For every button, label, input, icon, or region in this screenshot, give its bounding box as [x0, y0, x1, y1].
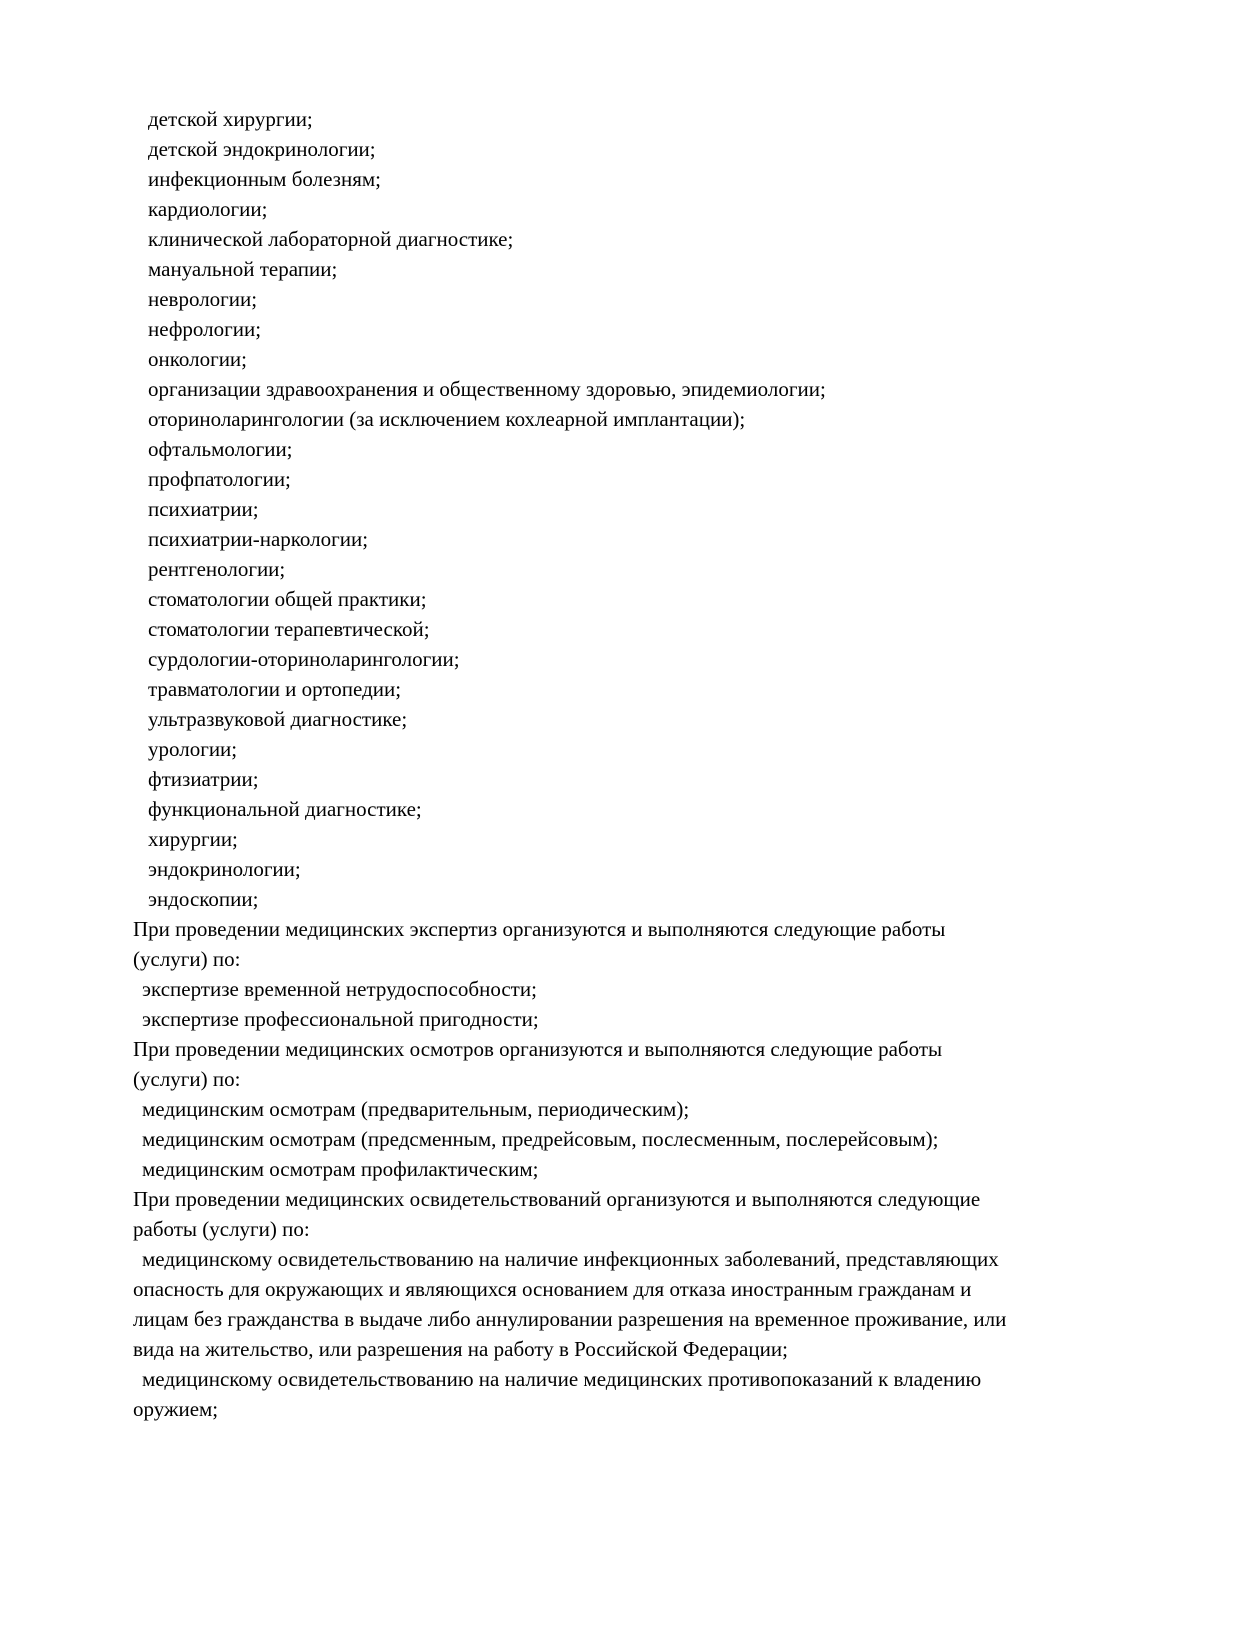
text-line: вида на жительство, или разрешения на работу в Российской Федерации;	[133, 1337, 788, 1361]
text-line: онкологии;	[148, 347, 248, 371]
text-line: организации здравоохранения и общественному здоровью, эпидемиологии;	[148, 377, 826, 401]
text-line: фтизиатрии;	[148, 767, 259, 791]
document-body	[133, 104, 1153, 1424]
text-line: эндокринологии;	[148, 857, 301, 881]
text-line: стоматологии терапевтической;	[148, 617, 430, 641]
text-line: (услуги) по:	[133, 1067, 241, 1091]
text-line: медицинским осмотрам профилактическим;	[142, 1157, 539, 1181]
text-line: травматологии и ортопедии;	[148, 677, 402, 701]
text-line: оружием;	[133, 1397, 219, 1421]
text-line: лицам без гражданства в выдаче либо аннулировании разрешения на временное проживание, или	[133, 1307, 1007, 1331]
text-line: рентгенологии;	[148, 557, 286, 581]
text-line: медицинским осмотрам (предсменным, предрейсовым, послесменным, послерейсовым);	[142, 1127, 939, 1151]
text-line: психиатрии;	[148, 497, 259, 521]
text-line: психиатрии-наркологии;	[148, 527, 369, 551]
text-line: неврологии;	[148, 287, 258, 311]
text-line: сурдологии-оториноларингологии;	[148, 647, 460, 671]
text-line: стоматологии общей практики;	[148, 587, 427, 611]
text-line: урологии;	[148, 737, 238, 761]
text-line: клинической лабораторной диагностике;	[148, 227, 514, 251]
text-line: медицинскому освидетельствованию на наличие инфекционных заболеваний, представляющих	[142, 1247, 999, 1271]
text-line: детской хирургии;	[148, 107, 313, 131]
text-line: инфекционным болезням;	[148, 167, 381, 191]
text-line: детской эндокринологии;	[148, 137, 376, 161]
text-line: (услуги) по:	[133, 947, 241, 971]
text-line: медицинским осмотрам (предварительным, периодическим);	[142, 1097, 690, 1121]
text-line: При проведении медицинских осмотров организуются и выполняются следующие работы	[133, 1037, 943, 1061]
text-line: офтальмологии;	[148, 437, 293, 461]
text-line: При проведении медицинских освидетельствований организуются и выполняются следующие	[133, 1187, 981, 1211]
text-line: экспертизе временной нетрудоспособности;	[142, 977, 537, 1001]
text-line: хирургии;	[148, 827, 238, 851]
text-line: работы (услуги) по:	[133, 1217, 310, 1241]
text-line: профпатологии;	[148, 467, 291, 491]
text-line: функциональной диагностике;	[148, 797, 422, 821]
text-line: экспертизе профессиональной пригодности;	[142, 1007, 539, 1031]
text-line: кардиологии;	[148, 197, 268, 221]
text-line: оториноларингологии (за исключением кохлеарной имплантации);	[148, 407, 746, 431]
text-line: эндоскопии;	[148, 887, 259, 911]
text-line: опасность для окружающих и являющихся основанием для отказа иностранным гражданам и	[133, 1277, 972, 1301]
text-line: медицинскому освидетельствованию на наличие медицинских противопоказаний к владению	[142, 1367, 982, 1391]
text-line: мануальной терапии;	[148, 257, 338, 281]
text-line: ультразвуковой диагностике;	[148, 707, 408, 731]
text-line: нефрологии;	[148, 317, 262, 341]
text-line: При проведении медицинских экспертиз организуются и выполняются следующие работы	[133, 917, 946, 941]
